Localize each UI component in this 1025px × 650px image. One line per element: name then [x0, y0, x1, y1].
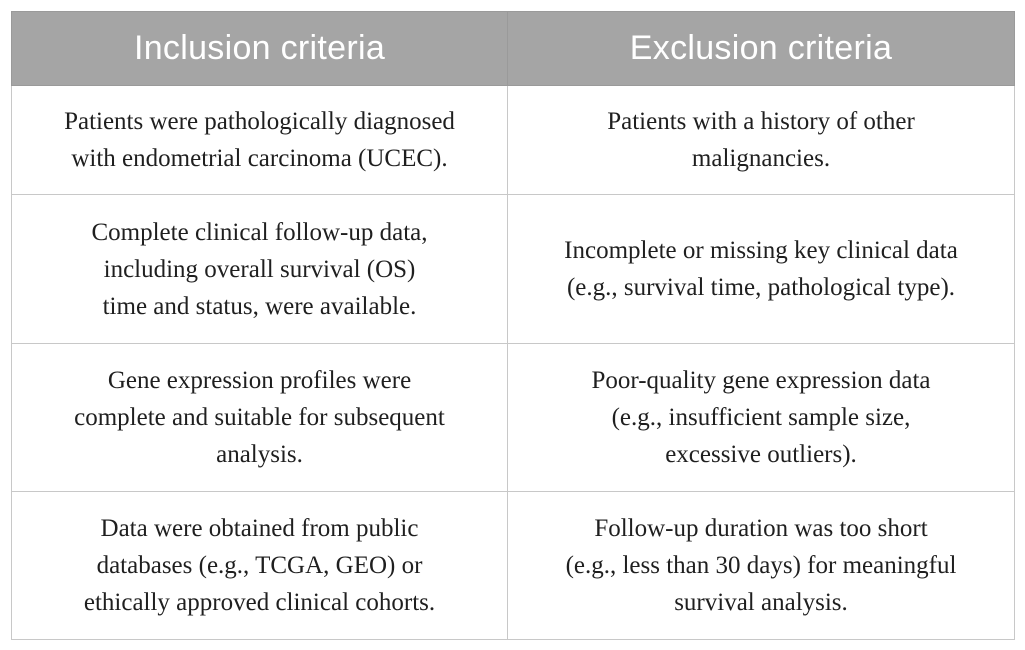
table-row	[12, 344, 1015, 492]
inclusion-cell: Complete clinical follow-up data, including overall survival (OS) time and status, were available.	[12, 195, 508, 344]
header-row	[12, 12, 1015, 86]
exclusion-criteria-header: Exclusion criteria	[508, 12, 1015, 86]
inclusion-criteria-header: Inclusion criteria	[12, 12, 508, 86]
table-row	[12, 86, 1015, 195]
table-body	[12, 86, 1015, 640]
inclusion-cell: Data were obtained from public databases (e.g., TCGA, GEO) or ethically approved clinical cohorts.	[12, 492, 508, 640]
inclusion-cell: Gene expression profiles were complete and suitable for subsequent analysis.	[12, 344, 508, 492]
table-row	[12, 195, 1015, 344]
inclusion-cell: Patients were pathologically diagnosed with endometrial carcinoma (UCEC).	[12, 86, 508, 195]
table-row	[12, 492, 1015, 640]
exclusion-cell: Patients with a history of other malignancies.	[508, 86, 1015, 195]
exclusion-cell: Follow-up duration was too short (e.g., less than 30 days) for meaningful survival analysis.	[508, 492, 1015, 640]
criteria-table	[11, 11, 1015, 640]
table-header	[12, 12, 1015, 86]
exclusion-cell: Poor-quality gene expression data (e.g., insufficient sample size, excessive outliers).	[508, 344, 1015, 492]
exclusion-cell: Incomplete or missing key clinical data (e.g., survival time, pathological type).	[508, 195, 1015, 344]
